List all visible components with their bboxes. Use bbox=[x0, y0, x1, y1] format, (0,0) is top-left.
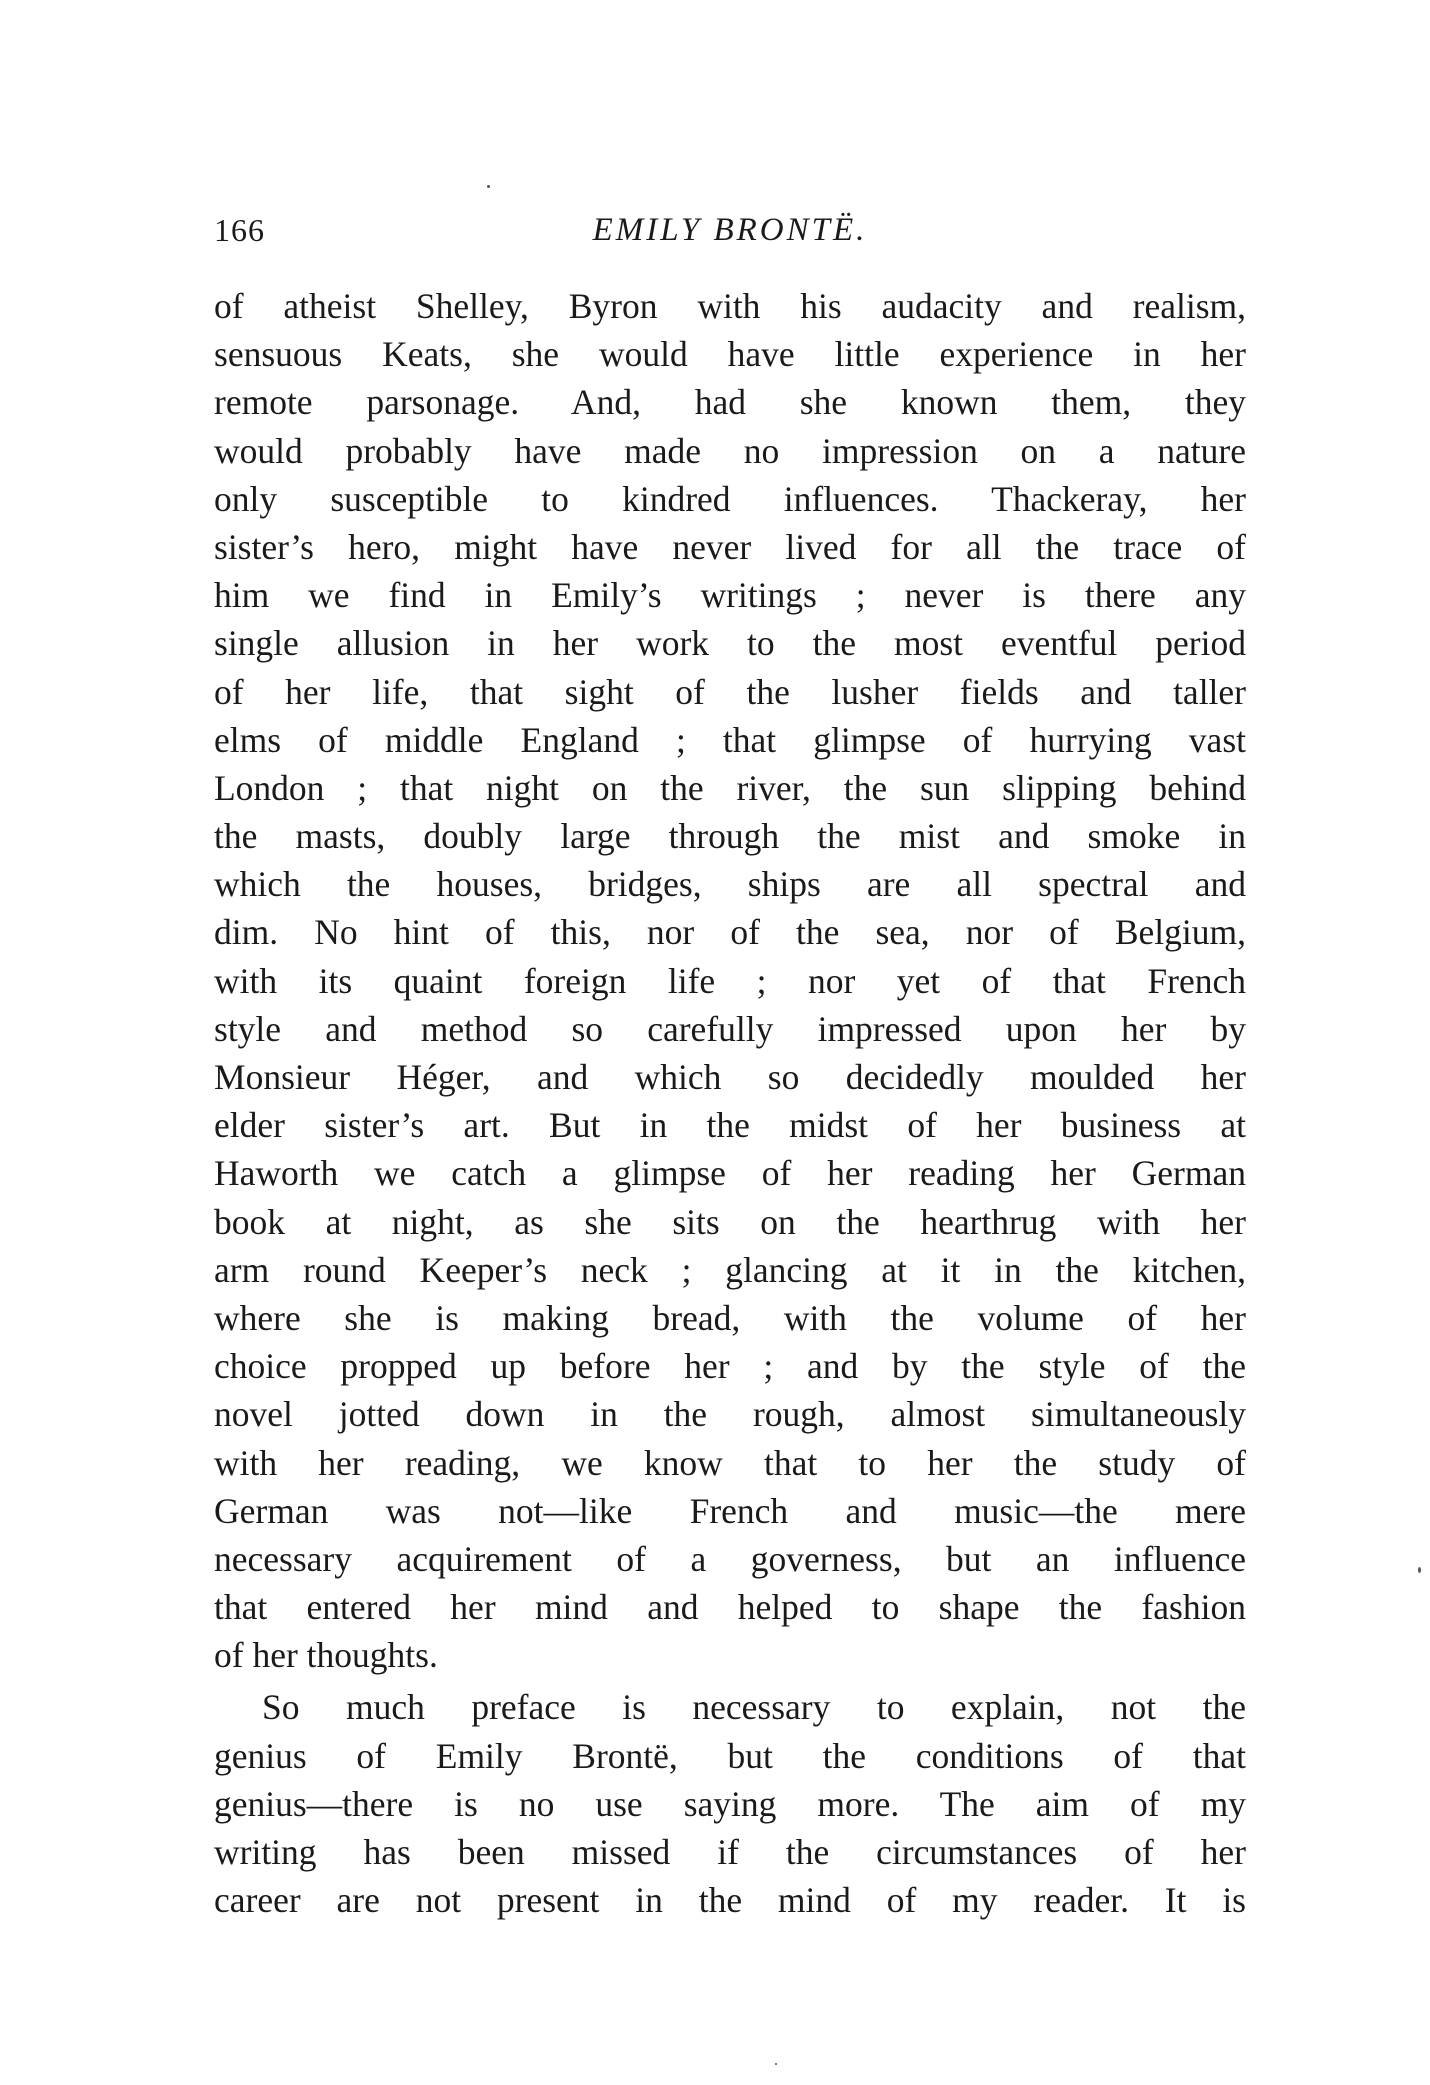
text-line: with her reading, we know that to her the study of bbox=[214, 1442, 1246, 1483]
text-line: genius—there is no use saying more. The aim of my bbox=[214, 1783, 1246, 1824]
page-number: 166 bbox=[214, 212, 265, 248]
text-line: career are not present in the mind of my reader. It is bbox=[214, 1880, 1246, 1921]
running-title: EMILY BRONTË. bbox=[592, 212, 868, 248]
text-line: remote parsonage. And, had she known them, they bbox=[214, 382, 1246, 423]
print-speck bbox=[775, 2063, 777, 2065]
text-line: choice propped up before her ; and by the style of the bbox=[214, 1346, 1246, 1387]
text-line: of atheist Shelley, Byron with his audacity and realism, bbox=[214, 286, 1246, 326]
text-line: novel jotted down in the rough, almost simultaneously bbox=[214, 1394, 1246, 1435]
text-line: genius of Emily Brontë, but the conditions of that bbox=[214, 1735, 1246, 1776]
text-line: with its quaint foreign life ; nor yet of that French bbox=[214, 960, 1246, 1001]
text-line: sensuous Keats, she would have little experience in her bbox=[214, 334, 1246, 375]
text-line: would probably have made no impression on a nature bbox=[214, 430, 1246, 471]
print-speck bbox=[487, 185, 490, 188]
text-line: which the houses, bridges, ships are all spectral and bbox=[214, 864, 1246, 905]
page-header bbox=[214, 212, 1246, 262]
text-line: that entered her mind and helped to shape the fashion bbox=[214, 1587, 1246, 1628]
text-line: arm round Keeper’s neck ; glancing at it in the kitchen, bbox=[214, 1249, 1246, 1290]
print-speck bbox=[1418, 1567, 1421, 1573]
text-line: sister’s hero, might have never lived for all the trace of bbox=[214, 526, 1246, 567]
text-line: necessary acquirement of a governess, but an influence bbox=[214, 1538, 1246, 1579]
text-line: of her life, that sight of the lusher fields and taller bbox=[214, 671, 1246, 712]
text-line: Haworth we catch a glimpse of her reading her German bbox=[214, 1153, 1246, 1194]
text-line: writing has been missed if the circumstances of her bbox=[214, 1832, 1246, 1872]
text-line: dim. No hint of this, nor of the sea, nor of Belgium, bbox=[214, 912, 1246, 953]
text-line: elms of middle England ; that glimpse of hurrying vast bbox=[214, 719, 1246, 760]
paragraph-1 bbox=[214, 282, 1246, 1679]
text-line: German was not—like French and music—the mere bbox=[214, 1490, 1246, 1531]
text-line: of her thoughts. bbox=[214, 1635, 438, 1676]
text-line: only susceptible to kindred influences. Thackeray, her bbox=[214, 478, 1246, 519]
text-line: Monsieur Héger, and which so decidedly moulded her bbox=[214, 1057, 1246, 1097]
text-line: where she is making bread, with the volume of her bbox=[214, 1297, 1246, 1338]
body-text bbox=[214, 282, 1246, 1924]
text-line: book at night, as she sits on the hearthrug with her bbox=[214, 1201, 1246, 1242]
text-line: him we find in Emily’s writings ; never is there any bbox=[214, 575, 1246, 616]
text-line: the masts, doubly large through the mist and smoke in bbox=[214, 816, 1246, 857]
text-line: So much preface is necessary to explain, not the bbox=[262, 1687, 1246, 1728]
text-line: single allusion in her work to the most eventful period bbox=[214, 623, 1246, 664]
text-line: London ; that night on the river, the sun slipping behind bbox=[214, 767, 1246, 808]
text-line: style and method so carefully impressed upon her by bbox=[214, 1008, 1246, 1049]
text-line: elder sister’s art. But in the midst of her business at bbox=[214, 1105, 1246, 1146]
paragraph-2 bbox=[214, 1683, 1246, 1924]
